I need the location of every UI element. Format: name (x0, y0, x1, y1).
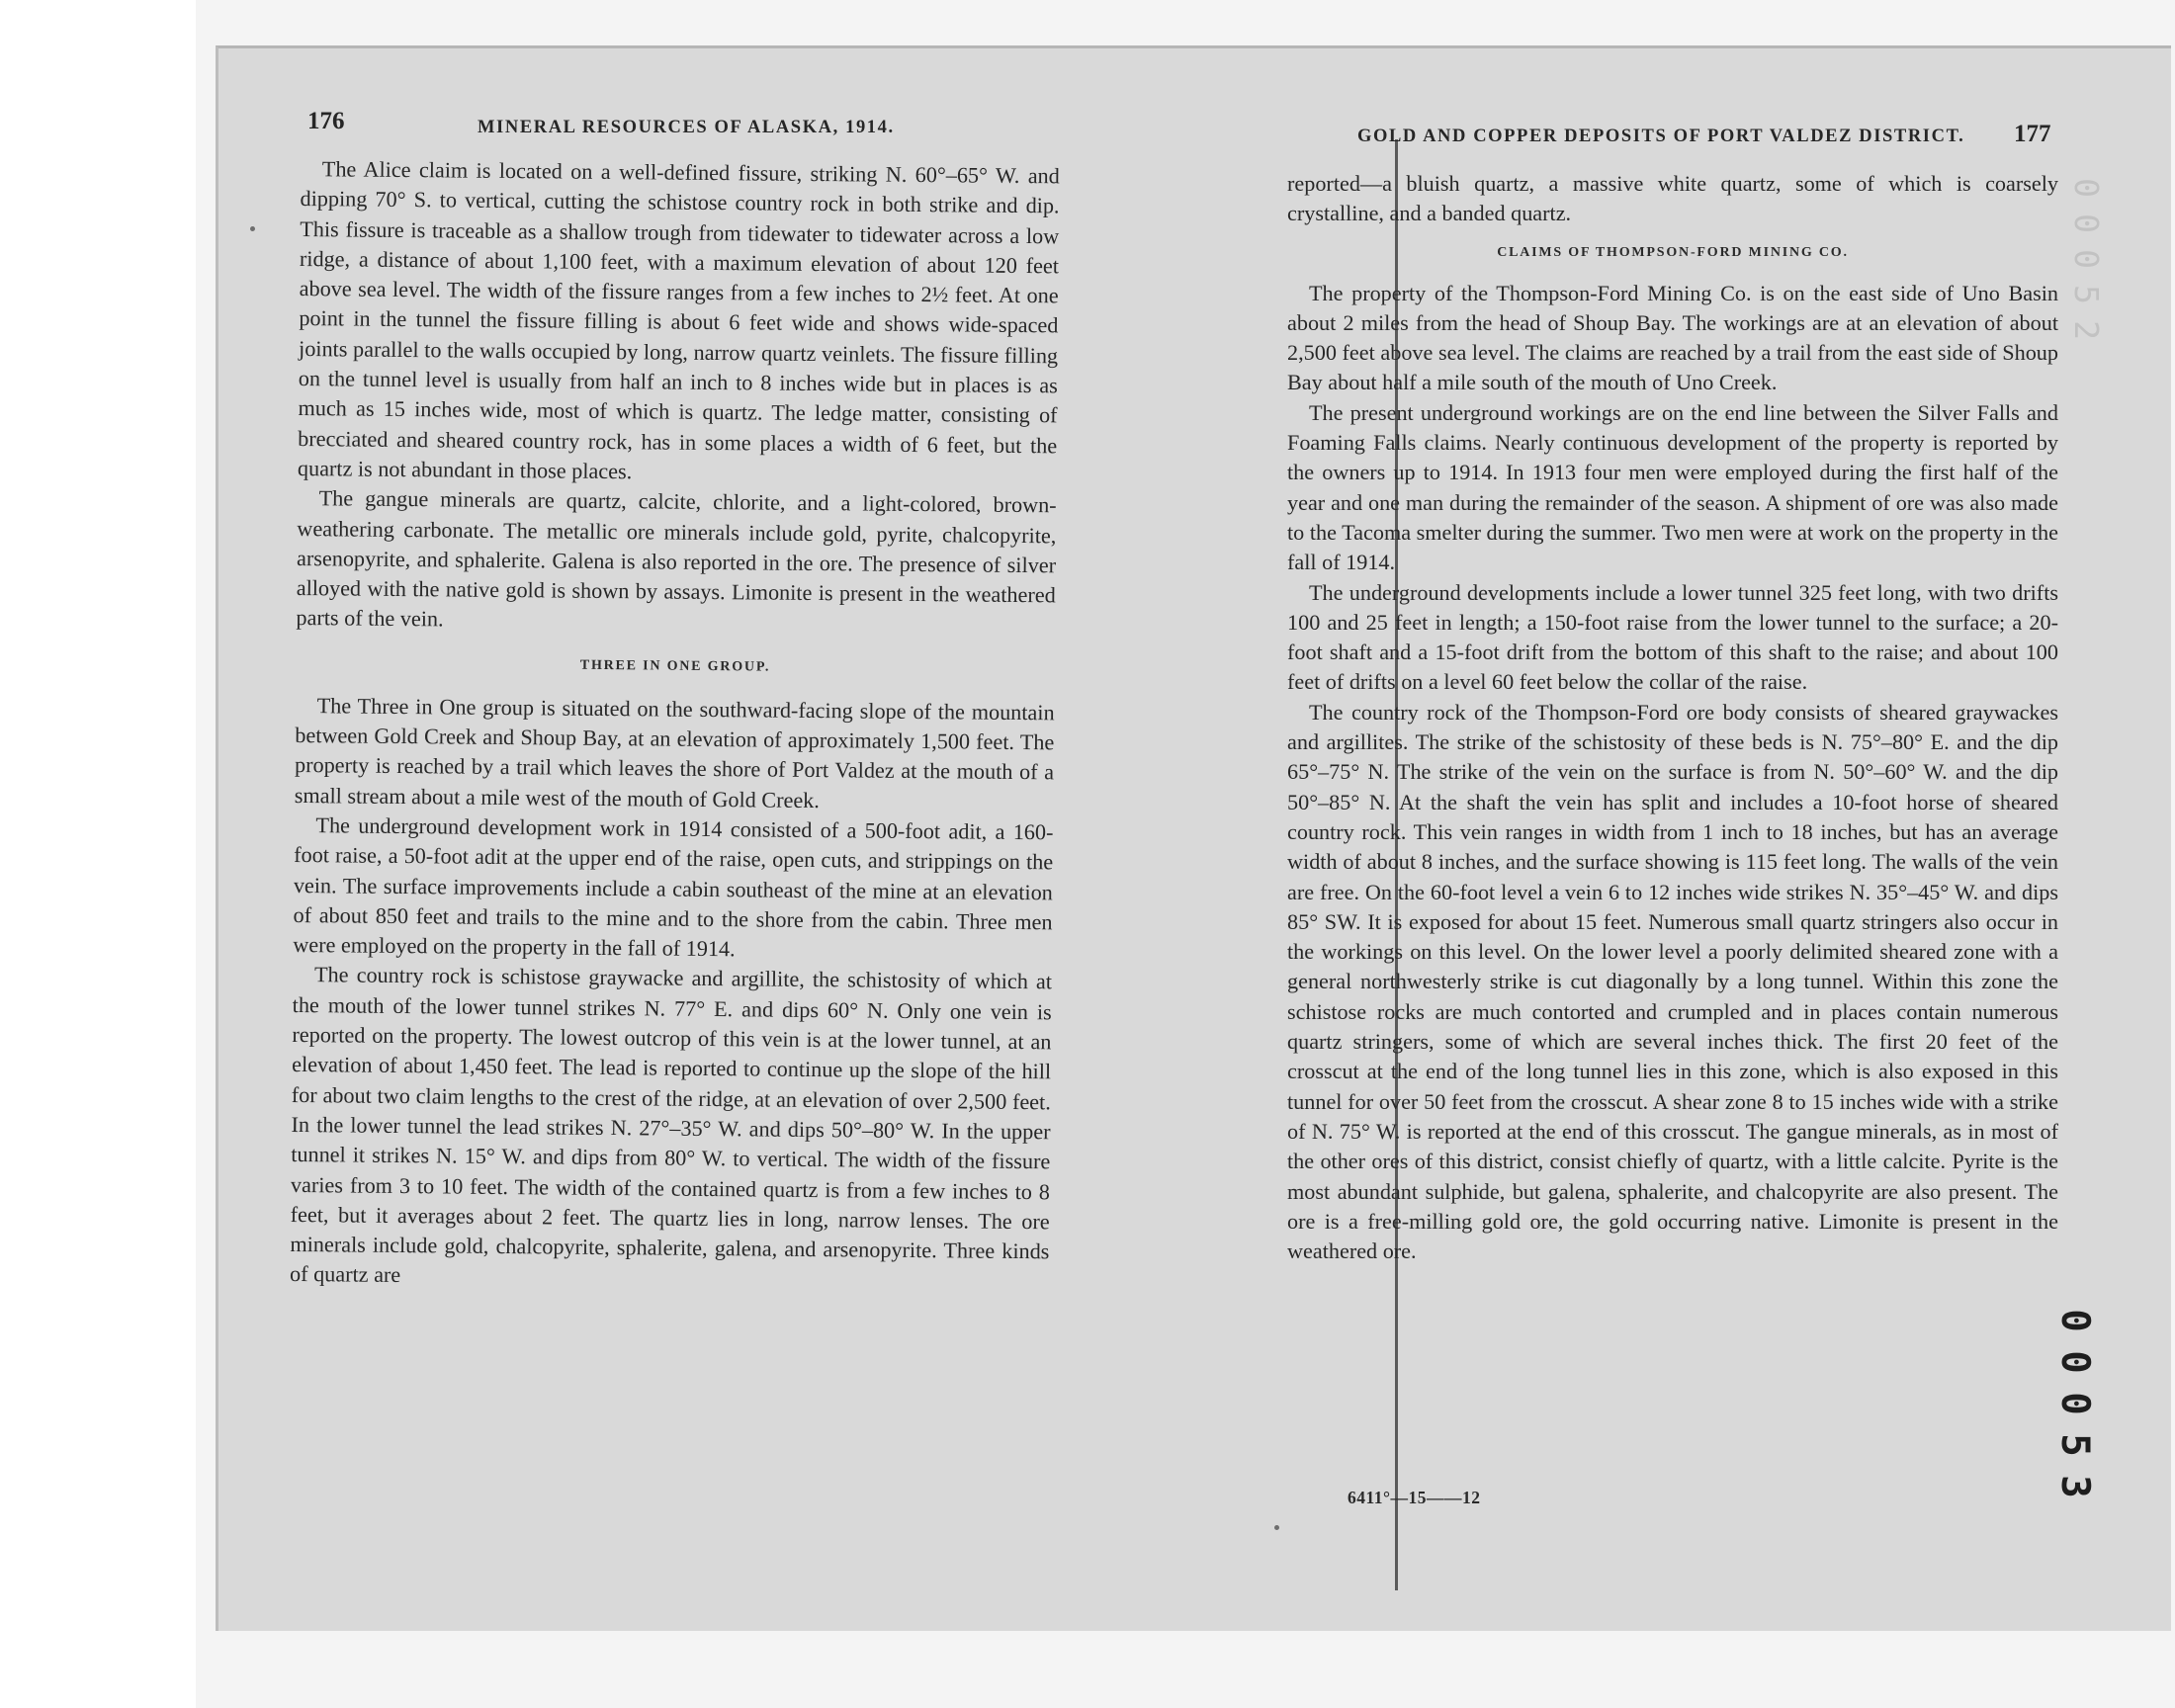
paragraph-present-workings: The present underground workings are on the end line between the Silver Falls and Foaming Falls claims. Nearly continuous development of the property is reported by the owners up to 1914. In 1913 four men were employed during the first half of the year and one man during the remainder of the season. A shipment of ore was also made to the Tacoma smelter during the summer. Two men were at work on the property in the fall of 1914. (1287, 399, 2058, 575)
paragraph-country-rock: The country rock is schistose graywacke and argillite, the schistosity of which at the mouth of the lower tunnel strikes N. 77° E. and dips 60° N. Only one vein is reported on the property. The lowest outcrop of this vein is at the lower tunnel, at an elevation of about 1,450 feet. The lead is reported to continue up the slope of the hill for about two claim lengths to the crest of the ridge, at an elevation of over 2,500 feet. In the lower tunnel the lead strikes N. 27°–35° W. and dips 50°–80° W. In the upper tunnel it strikes N. 15° W. and dips from 80° W. to vertical. The width of the fissure varies from 3 to 10 feet. The width of the contained quartz is from a few inches to 8 feet, but it averages about 2 feet. The quartz lies in long, narrow lenses. The ore minerals include gold, chalcopyrite, sphalerite, galena, and arsenopyrite. Three kinds of quartz are (290, 962, 1053, 1288)
paragraph-underground-development: The underground development work in 1914 consisted of a 500-foot adit, a 160-foot raise, a 50-foot adit at the upper end of the raise, open cuts, and strippings on the vein. The surface improvements include a cabin southeast of the mine at an elevation of about 850 feet and trails to the mine and to the shore from the cabin. Three men were employed on the property in the fall of 1914. (293, 812, 1054, 962)
left-page-number: 176 (307, 108, 345, 134)
stamp-digit: 0 (2067, 249, 2106, 269)
paragraph-gangue-minerals: The gangue minerals are quartz, calcite, chlorite, and a light-colored, brown-weathering carbonate. The metallic ore minerals include gold, pyrite, chalcopyrite, arsenopyrite, and sphalerite. Galena is also reported in the ore. The presence of silver alloyed with the native gold is shown by assays. Limonite is present in the weathered parts of the vein. (296, 485, 1057, 632)
left-column (290, 154, 1060, 1297)
stamp-digit: 2 (2067, 320, 2106, 340)
stray-mark (250, 226, 255, 231)
stamp-digit: 3 (2052, 1475, 2097, 1498)
stray-mark (1274, 1525, 1279, 1530)
paragraph-thompson-ford-property: The property of the Thompson-Ford Mining Co. is on the east side of Uno Basin about 2 miles from the head of Shoup Bay. The workings are at an elevation of about 2,500 feet above sea level. The claims are reached by a trail from the east side of Shoup Bay about half a mile south of the mouth of Uno Creek. (1287, 280, 2058, 395)
stamp-digit: 0 (2067, 214, 2106, 233)
paragraph-three-in-one-location: The Three in One group is situated on the southward-facing slope of the mountain between Gold Creek and Shoup Bay, at an elevation of approximately 1,500 feet. The property is reached by a trail which leaves the shore of Port Valdez at the mouth of a small stream about a mile west of the mouth of Gold Creek. (294, 692, 1055, 812)
paragraph-alice-claim: The Alice claim is located on a well-defined fissure, striking N. 60°–65° W. and dipping 70° S. to vertical, cutting the schistose country rock in both strike and dip. This fissure is traceable as a shallow trough from tidewater to tidewater across a low ridge, a distance of about 1,100 feet, with a maximum elevation of about 120 feet above sea level. The width of the fissure ranges from a few inches to 2½ feet. At one point in the tunnel the fissure filling is about 6 feet wide and shows wide-spaced joints parallel to the walls occupied by long, narrow quartz veinlets. The fissure filling on the tunnel level is usually from half an inch to 8 inches wide but in places is as much as 15 inches wide, most of which is quartz. The ledge matter, consisting of brecciated and sheared country rock, has in some places a width of 6 feet, but the quartz is not abundant in those places. (297, 156, 1060, 484)
paragraph-quartz-continuation: reported—a bluish quartz, a massive white quartz, some of which is coarsely crystalline, and a banded quartz. (1287, 171, 2058, 226)
scan-white-margin (0, 0, 196, 1708)
stamp-number (2052, 1300, 2097, 1507)
stamp-digit: 5 (2067, 285, 2106, 304)
right-running-head: GOLD AND COPPER DEPOSITS OF PORT VALDEZ DISTRICT. (1357, 127, 1965, 146)
paragraph-country-rock-thompson-ford: The country rock of the Thompson-Ford ore body consists of sheared graywackes and argillites. The strike of the schistosity of these beds is N. 75°–80° E. and the dip 65°–75° N. The strike of the vein on the surface is from N. 50°–60° W. and the dip 50°–85° N. At the shaft the vein has split and includes a 10-foot horse of sheared country rock. This vein ranges in width from 1 inch to 18 inches, but has an average width of about 8 inches, and the surface showing is 115 feet long. The walls of the vein are free. On the 60-foot level a vein 6 to 12 inches wide strikes N. 35°–45° W. and dips 85° SW. It is exposed for about 15 feet. Numerous small quartz stringers also occur in the workings on this level. On the lower level a poorly delimited sheared zone with a general northwesterly strike is cut diagonally by a long tunnel. Within this zone the schistose rocks are much contorted and crumpled and in places contain numerous quartz stringers, some of which are several inches thick. The first 20 feet of the crosscut at the end of the long tunnel lies in this zone, which is also exposed in this tunnel for over 50 feet from the crosscut. A shear zone 8 to 15 inches wide with a strike of N. 75° W. is reported at the end of this crosscut. The gangue minerals, as in most of the other ores of this district, consist chiefly of quartz, with a little calcite. Pyrite is the most abundant sulphide, but galena, sphalerite, and chalcopyrite are also present. The ore is a free-milling gold ore, the gold occurring native. Limonite is present in the weathered ore. (1287, 699, 2058, 1264)
section-heading-three-in-one: THREE IN ONE GROUP. (579, 657, 771, 675)
printer-signature: 6411°—15——12 (1348, 1488, 1481, 1507)
left-running-head: MINERAL RESOURCES OF ALASKA, 1914. (478, 118, 895, 137)
faded-stamp-number (2067, 170, 2106, 348)
stamp-digit: 0 (2067, 178, 2106, 198)
stamp-digit: 0 (2052, 1350, 2097, 1374)
stamp-digit: 0 (2052, 1309, 2097, 1332)
stamp-digit: 0 (2052, 1392, 2097, 1415)
section-heading-thompson-ford: CLAIMS OF THOMPSON-FORD MINING CO. (1497, 244, 1849, 260)
stamp-digit: 5 (2052, 1433, 2097, 1457)
right-page-number: 177 (2014, 121, 2051, 147)
paragraph-underground-developments: The underground developments include a lower tunnel 325 feet long, with two drifts 100 and 25 feet in length; a 150-foot raise from the lower tunnel to the surface; a 20-foot shaft and a 15-foot drift from the bottom of this shaft to the raise; and about 100 feet of drifts on a level 60 feet below the collar of the raise. (1287, 579, 2058, 695)
right-column (1287, 169, 2058, 1266)
